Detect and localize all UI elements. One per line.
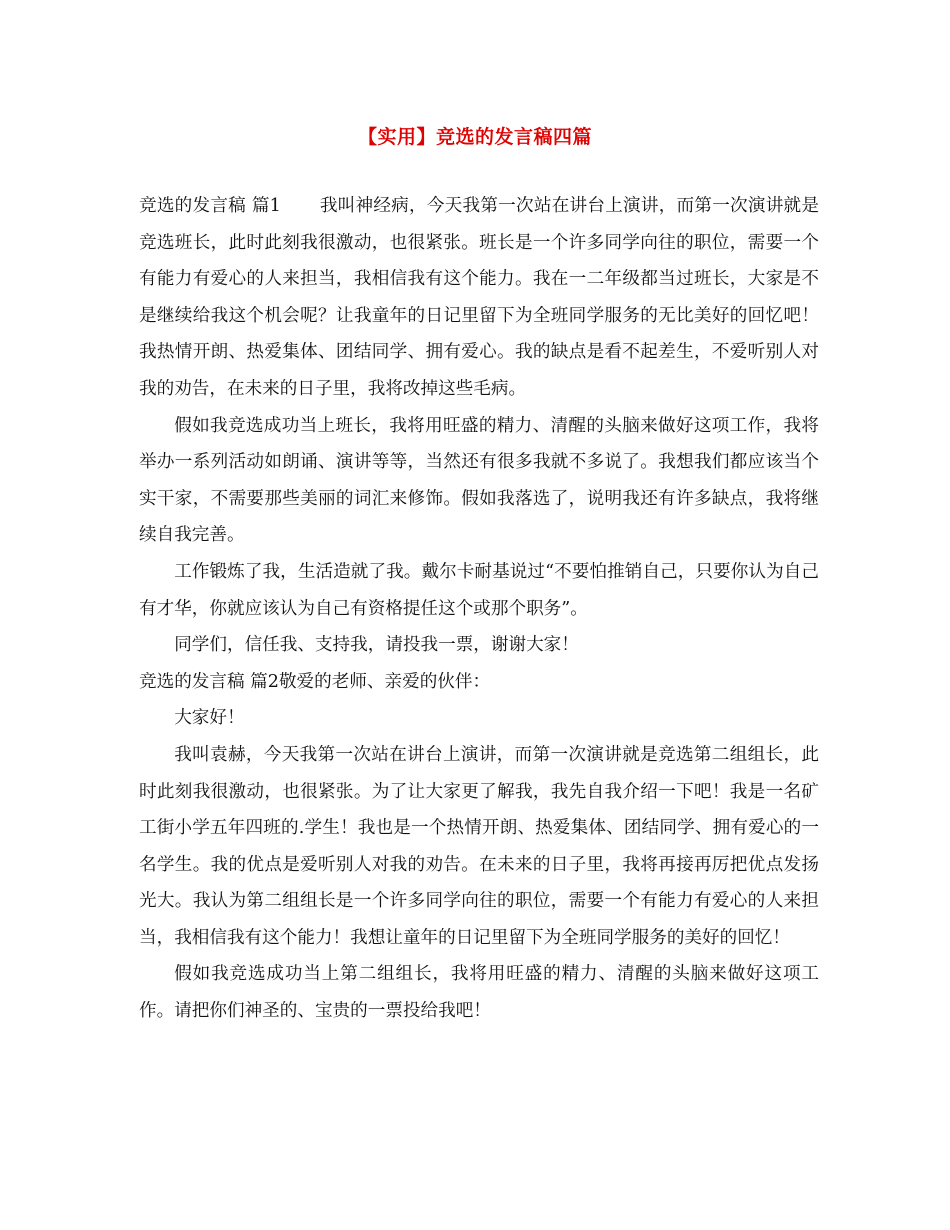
- paragraph: 假如我竞选成功当上第二组组长，我将用旺盛的精力、清醒的头脑来做好这项工作。请把你们神圣的、宝贵的一票投给我吧！: [139, 964, 819, 1022]
- paragraph: 同学们，信任我、支持我，请投我一票，谢谢大家！: [174, 635, 579, 656]
- greeting: 大家好！: [174, 708, 245, 729]
- salutation: 敬爱的老师、亲爱的伙伴：: [278, 671, 491, 692]
- paragraph-text: 我叫神经病，今天我第一次站在讲台上演讲，而第一次演讲就是竞选班长，此时此刻我很激动，也很紧张。班长是一个许多同学向往的职位，需要一个有能力有爱心的人来担当，我相信我有这个能力。我在一二年级都当过班长，大家是不是继续给我这个机会呢？让我童年的日记里留下为全班同学服务的无比美好的回忆吧！我热情开朗、热爱集体、团结同学、拥有爱心。我的缺点是看不起差生，不爱听别人对我的劝告，在未来的日子里，我将改掉这些毛病。: [139, 196, 819, 399]
- speech-1-first-paragraph: [139, 188, 819, 408]
- speech-1-heading: 竞选的发言稿 篇1: [139, 196, 281, 216]
- paragraph: 假如我竞选成功当上班长，我将用旺盛的精力、清醒的头脑来做好这项工作，我将举办一系列活动如朗诵、演讲等等，当然还有很多我就不多说了。我想我们都应该当个实干家，不需要那些美丽的词汇来修饰。假如我落选了，说明我还有许多缺点，我将继续自我完善。: [139, 415, 819, 546]
- paragraph: 我叫袁赫，今天我第一次站在讲台上演讲，而第一次演讲就是竞选第二组组长，此时此刻我很激动，也很紧张。为了让大家更了解我，我先自我介绍一下吧！我是一名矿工街小学五年四班的.学生！我也是一个热情开朗、热爱集体、团结同学、拥有爱心的一名学生。我的优点是爱听别人对我的劝告。在未来的日子里，我将再接再厉把优点发扬光大。我认为第二组组长是一个许多同学向往的职位，需要一个有能力有爱心的人来担当，我相信我有这个能力！我想让童年的日记里留下为全班同学服务的美好的回忆！: [139, 744, 819, 948]
- paragraph: 工作锻炼了我，生活造就了我。戴尔卡耐基说过“不要怕推销自己，只要你认为自己有才华，你就应该认为自己有资格提任这个或那个职务”。: [139, 561, 819, 619]
- speech-2-heading-line: [139, 664, 819, 701]
- document-title: 【实用】竞选的发言稿四篇: [357, 126, 592, 148]
- document-body: [139, 188, 819, 1030]
- speech-2-heading: 竞选的发言稿 篇2: [139, 671, 279, 692]
